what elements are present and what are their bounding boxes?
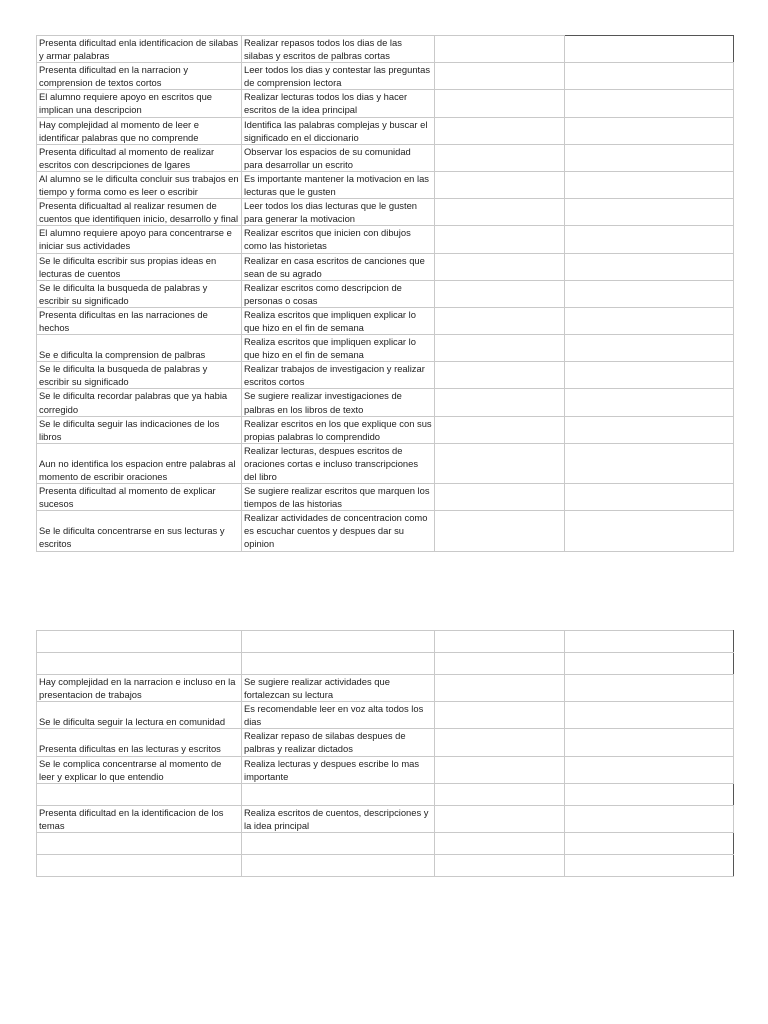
table-row xyxy=(37,307,734,334)
difficulty-cell: Presenta dificultad en la identificacion de los temas xyxy=(37,805,242,832)
empty-cell xyxy=(435,511,565,551)
recommendation-cell: Realizar actividades de concentracion como es escuchar cuentos y despues dar su opinion xyxy=(242,511,435,551)
empty-cell xyxy=(565,307,734,334)
empty-cell xyxy=(435,90,565,117)
recommendation-cell: Se sugiere realizar investigaciones de palbras en los libros de texto xyxy=(242,389,435,416)
empty-cell xyxy=(565,511,734,551)
empty-cell xyxy=(565,362,734,389)
recommendations-table-top xyxy=(36,35,734,552)
empty-cell xyxy=(565,171,734,198)
recommendation-cell: Realizar escritos como descripcion de personas o cosas xyxy=(242,280,435,307)
difficulty-cell: Presenta dificualtad al realizar resumen de cuentos que identifiquen inicio, desarrollo y final xyxy=(37,199,242,226)
difficulty-cell xyxy=(37,854,242,876)
table-row xyxy=(37,144,734,171)
difficulty-cell: Hay complejidad al momento de leer e identificar palabras que no comprende xyxy=(37,117,242,144)
table-row xyxy=(37,199,734,226)
table-row xyxy=(37,117,734,144)
difficulty-cell xyxy=(37,783,242,805)
recommendation-cell: Leer todos los dias y contestar las preguntas de comprension lectora xyxy=(242,63,435,90)
empty-cell xyxy=(435,226,565,253)
empty-cell xyxy=(435,443,565,483)
difficulty-cell xyxy=(37,631,242,653)
empty-cell xyxy=(435,653,565,675)
empty-cell xyxy=(435,144,565,171)
empty-cell xyxy=(565,783,734,805)
empty-cell xyxy=(435,307,565,334)
table-row xyxy=(37,90,734,117)
recommendation-cell xyxy=(242,854,435,876)
recommendation-cell: Identifica las palabras complejas y buscar el significado en el diccionario xyxy=(242,117,435,144)
difficulty-cell: El alumno requiere apoyo para concentrarse e iniciar sus actividades xyxy=(37,226,242,253)
table-row xyxy=(37,226,734,253)
table-row xyxy=(37,443,734,483)
empty-cell xyxy=(435,280,565,307)
empty-cell xyxy=(565,756,734,783)
difficulty-cell: Presenta dificultas en las narraciones de hechos xyxy=(37,307,242,334)
recommendation-cell: Realizar en casa escritos de canciones que sean de su agrado xyxy=(242,253,435,280)
difficulty-cell xyxy=(37,653,242,675)
difficulty-cell: Al alumno se le dificulta concluir sus trabajos en tiempo y forma como es leer o escribir xyxy=(37,171,242,198)
table-row xyxy=(37,63,734,90)
table-row xyxy=(37,171,734,198)
empty-cell xyxy=(565,631,734,653)
empty-cell xyxy=(435,362,565,389)
table-row xyxy=(37,416,734,443)
recommendation-cell: Realizar escritos en los que explique con sus propias palabras lo comprendido xyxy=(242,416,435,443)
recommendation-cell: Es importante mantener la motivacion en las lecturas que le gusten xyxy=(242,171,435,198)
table-row xyxy=(37,832,734,854)
difficulty-cell: Aun no identifica los espacion entre palabras al momento de escribir oraciones xyxy=(37,443,242,483)
empty-cell xyxy=(435,253,565,280)
empty-cell xyxy=(435,675,565,702)
table-row xyxy=(37,36,734,63)
empty-cell xyxy=(435,117,565,144)
recommendation-cell: Realiza lecturas y despues escribe lo mas importante xyxy=(242,756,435,783)
recommendation-cell xyxy=(242,783,435,805)
difficulty-cell: Se le dificulta seguir la lectura en comunidad xyxy=(37,702,242,729)
table-row xyxy=(37,854,734,876)
difficulty-cell: Presenta dificultad en la narracion y comprension de textos cortos xyxy=(37,63,242,90)
recommendation-cell: Se sugiere realizar actividades que fortalezcan su lectura xyxy=(242,675,435,702)
recommendation-cell: Realizar repaso de silabas despues de palbras y realizar dictados xyxy=(242,729,435,756)
table-row xyxy=(37,362,734,389)
empty-cell xyxy=(435,335,565,362)
recommendation-cell: Realizar lecturas, despues escritos de oraciones cortas e incluso transcripciones del libro xyxy=(242,443,435,483)
empty-cell xyxy=(565,389,734,416)
difficulty-cell: Presenta dificultad al momento de realizar escritos con descripciones de lgares xyxy=(37,144,242,171)
table-row xyxy=(37,253,734,280)
empty-cell xyxy=(435,171,565,198)
empty-cell xyxy=(435,832,565,854)
empty-cell xyxy=(435,783,565,805)
recommendation-cell: Realizar repasos todos los dias de las silabas y escritos de palbras cortas xyxy=(242,36,435,63)
table-row xyxy=(37,756,734,783)
recommendation-cell: Realizar escritos que inicien con dibujos como las historietas xyxy=(242,226,435,253)
table-row xyxy=(37,389,734,416)
recommendation-cell: Se sugiere realizar escritos que marquen los tiempos de las historias xyxy=(242,484,435,511)
table-row xyxy=(37,484,734,511)
empty-cell xyxy=(435,416,565,443)
recommendation-cell xyxy=(242,653,435,675)
difficulty-cell: Se le dificulta seguir las indicaciones de los libros xyxy=(37,416,242,443)
empty-cell xyxy=(565,90,734,117)
difficulty-cell: Se le complica concentrarse al momento de leer y explicar lo que entendio xyxy=(37,756,242,783)
empty-cell xyxy=(435,63,565,90)
recommendation-cell: Realizar lecturas todos los dias y hacer escritos de la idea principal xyxy=(242,90,435,117)
empty-cell xyxy=(565,854,734,876)
table-row xyxy=(37,631,734,653)
empty-cell xyxy=(565,199,734,226)
recommendation-cell: Realiza escritos que impliquen explicar lo que hizo en el fin de semana xyxy=(242,335,435,362)
table-row xyxy=(37,511,734,551)
empty-cell xyxy=(565,702,734,729)
difficulty-cell: Se le dificulta concentrarse en sus lecturas y escritos xyxy=(37,511,242,551)
empty-cell xyxy=(435,36,565,63)
empty-cell xyxy=(565,675,734,702)
difficulty-cell: Se le dificulta escribir sus propias ideas en lecturas de cuentos xyxy=(37,253,242,280)
recommendation-cell: Realizar trabajos de investigacion y realizar escritos cortos xyxy=(242,362,435,389)
table-row xyxy=(37,729,734,756)
empty-cell xyxy=(565,253,734,280)
recommendations-table-bottom xyxy=(36,630,734,877)
recommendation-cell xyxy=(242,832,435,854)
empty-cell xyxy=(565,484,734,511)
empty-cell xyxy=(435,805,565,832)
empty-cell xyxy=(565,144,734,171)
empty-cell xyxy=(565,335,734,362)
empty-cell xyxy=(435,702,565,729)
empty-cell xyxy=(435,484,565,511)
difficulty-cell xyxy=(37,832,242,854)
empty-cell xyxy=(565,63,734,90)
table-row xyxy=(37,702,734,729)
difficulty-cell: Se le dificulta la busqueda de palabras y escribir su significado xyxy=(37,362,242,389)
empty-cell xyxy=(565,653,734,675)
table-row xyxy=(37,805,734,832)
difficulty-cell: Presenta dificultad al momento de explicar sucesos xyxy=(37,484,242,511)
empty-cell xyxy=(565,280,734,307)
table-row xyxy=(37,653,734,675)
empty-cell xyxy=(435,631,565,653)
table-row xyxy=(37,280,734,307)
recommendation-cell: Es recomendable leer en voz alta todos los dias xyxy=(242,702,435,729)
table-row xyxy=(37,783,734,805)
empty-cell xyxy=(435,199,565,226)
empty-cell xyxy=(565,36,734,63)
difficulty-cell: Se le dificulta la busqueda de palabras y escribir su significado xyxy=(37,280,242,307)
empty-cell xyxy=(565,117,734,144)
empty-cell xyxy=(565,416,734,443)
empty-cell xyxy=(435,729,565,756)
difficulty-cell: Se e dificulta la comprension de palbras xyxy=(37,335,242,362)
table-row xyxy=(37,675,734,702)
recommendation-cell: Observar los espacios de su comunidad para desarrollar un escrito xyxy=(242,144,435,171)
empty-cell xyxy=(565,832,734,854)
empty-cell xyxy=(435,854,565,876)
recommendation-cell xyxy=(242,631,435,653)
empty-cell xyxy=(565,443,734,483)
recommendation-cell: Realiza escritos que impliquen explicar lo que hizo en el fin de semana xyxy=(242,307,435,334)
recommendation-cell: Realiza escritos de cuentos, descripciones y la idea principal xyxy=(242,805,435,832)
table-row xyxy=(37,335,734,362)
empty-cell xyxy=(435,389,565,416)
empty-cell xyxy=(565,805,734,832)
difficulty-cell: Se le dificulta recordar palabras que ya habia corregido xyxy=(37,389,242,416)
difficulty-cell: Presenta dificultad enla identificacion de silabas y armar palabras xyxy=(37,36,242,63)
difficulty-cell: El alumno requiere apoyo en escritos que implican una descripcion xyxy=(37,90,242,117)
difficulty-cell: Presenta dificultas en las lecturas y escritos xyxy=(37,729,242,756)
empty-cell xyxy=(565,226,734,253)
difficulty-cell: Hay complejidad en la narracion e incluso en la presentacion de trabajos xyxy=(37,675,242,702)
recommendation-cell: Leer todos los dias lecturas que le gusten para generar la motivacion xyxy=(242,199,435,226)
empty-cell xyxy=(565,729,734,756)
empty-cell xyxy=(435,756,565,783)
